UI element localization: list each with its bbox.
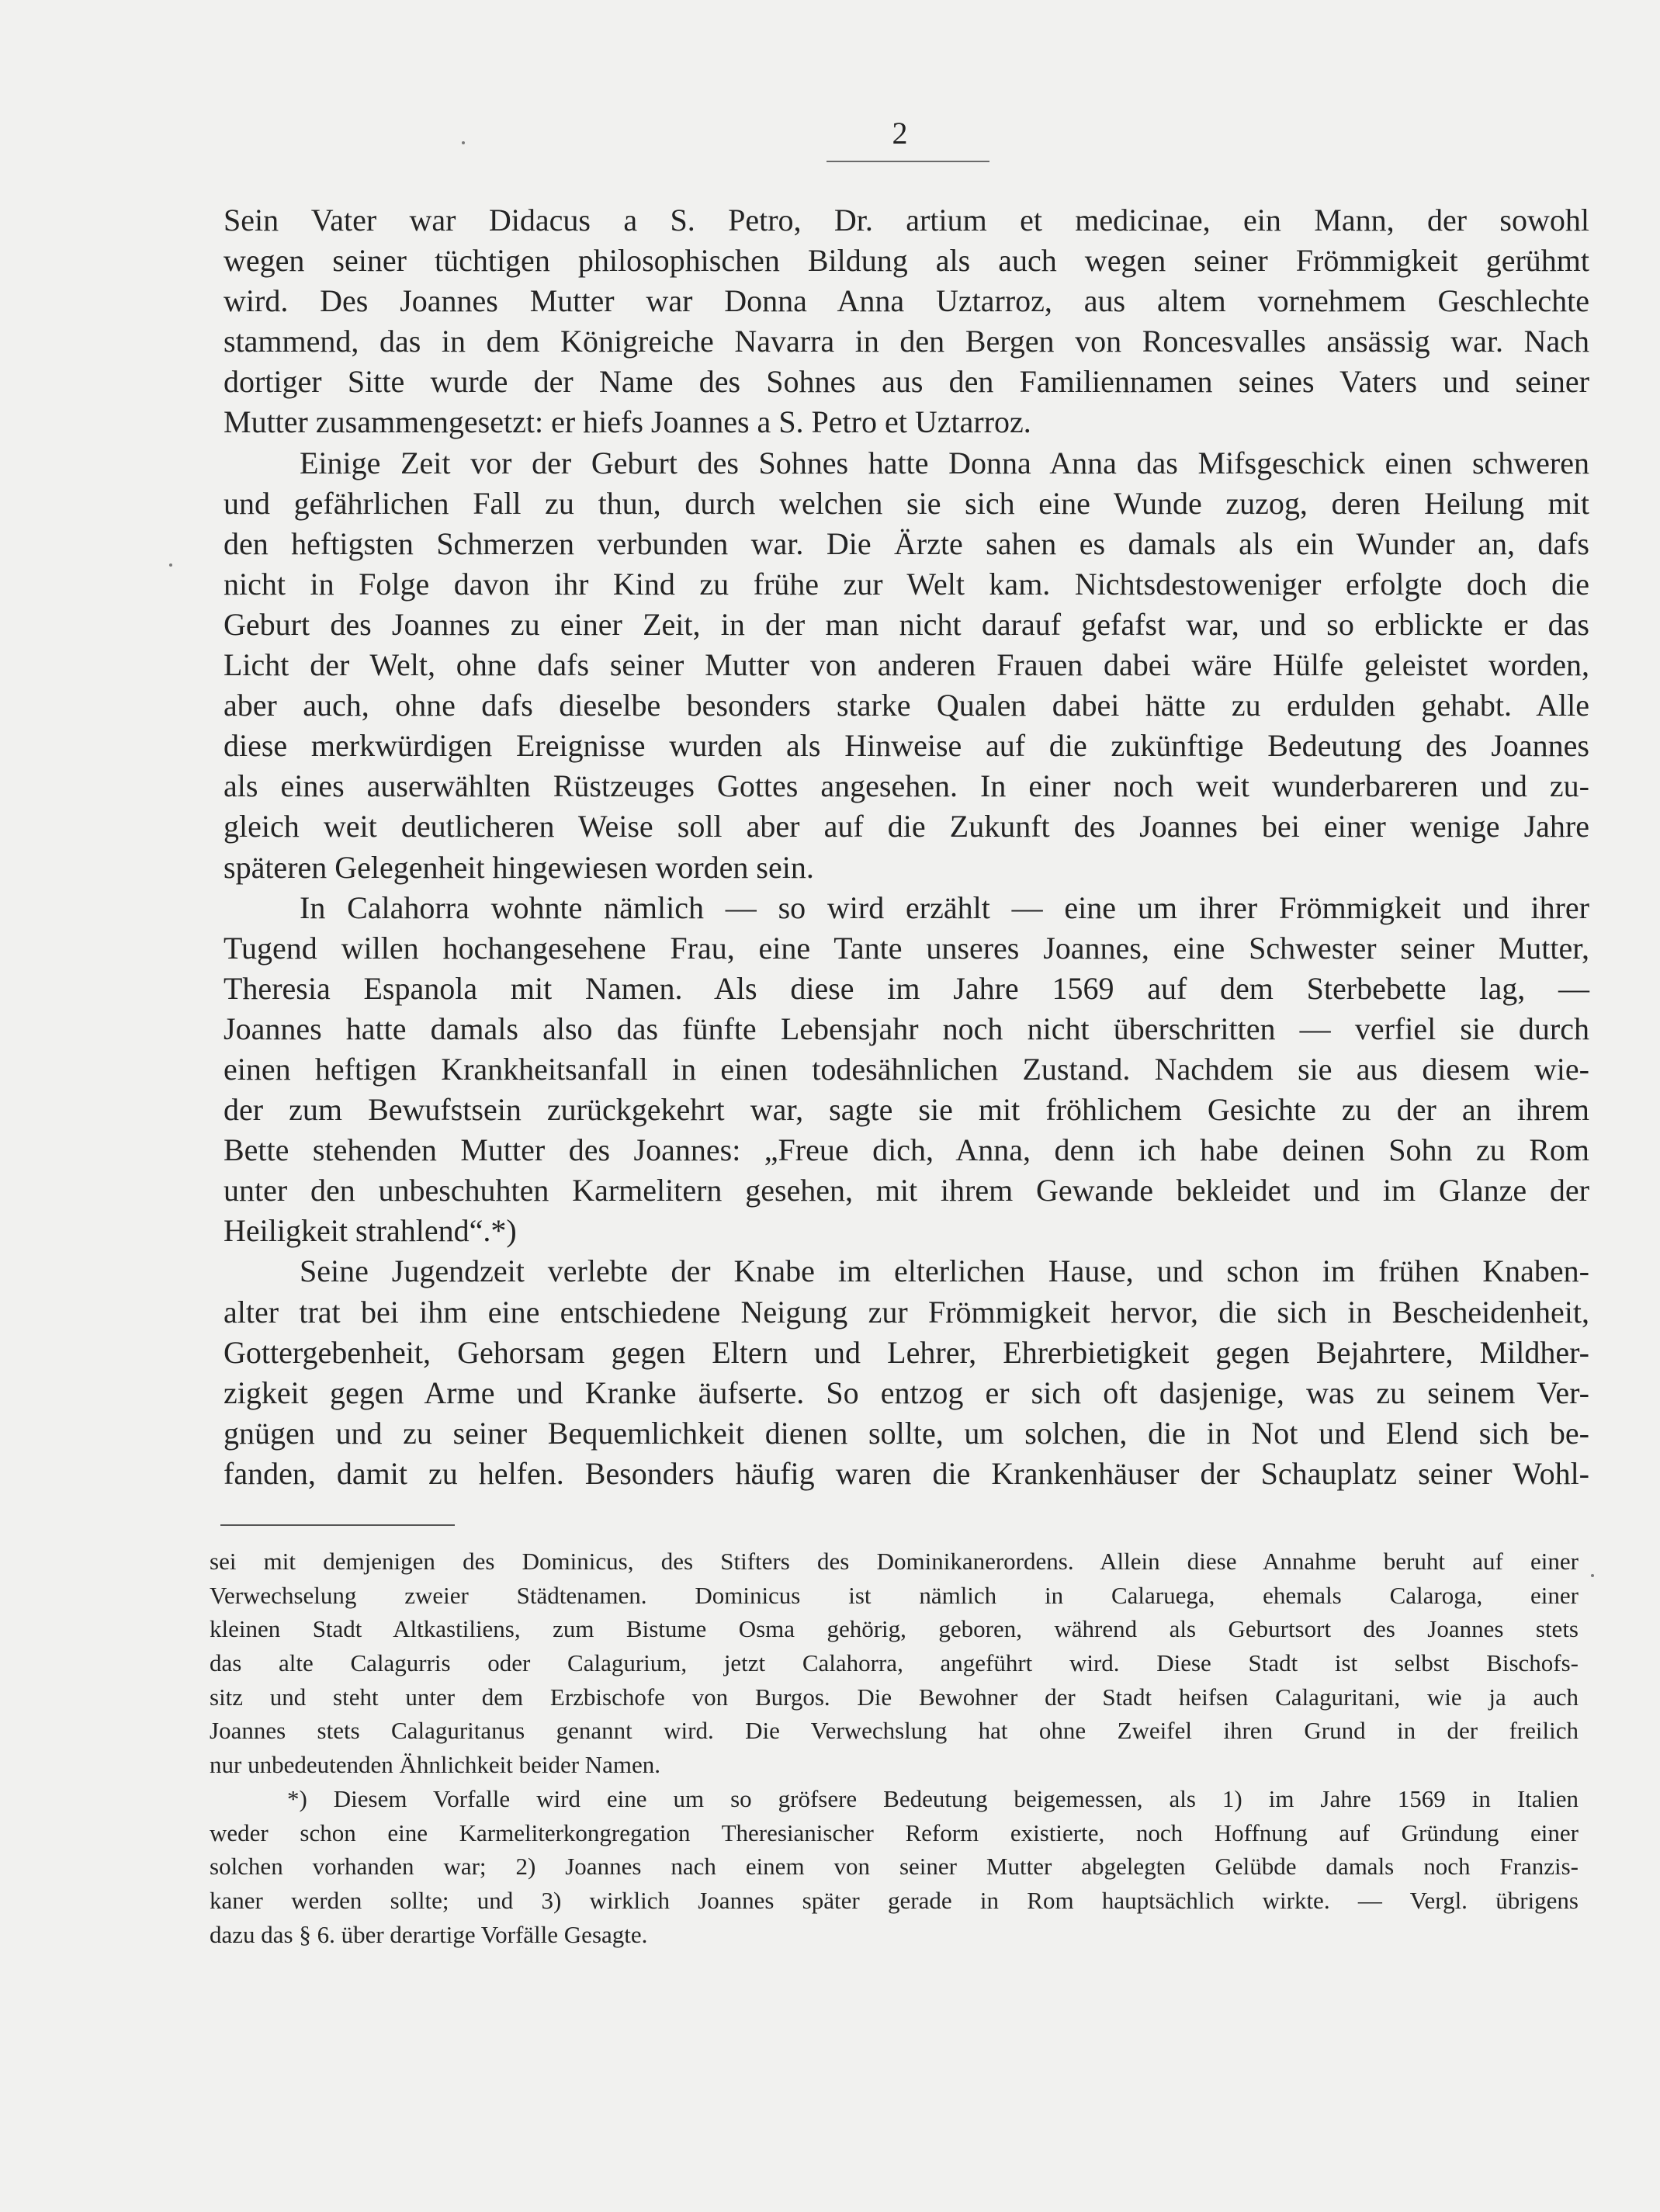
text-line: unter den unbeschuhten Karmelitern gesehen, mit ihrem Gewande bekleidet und im Glanze der xyxy=(224,1173,1589,1208)
footnote-line: kaner werden sollte; und 3) wirklich Joannes später gerade in Rom hauptsächlich wirkte. — Vergl. übrigens xyxy=(210,1886,1579,1914)
footnote-line: kleinen Stadt Altkastiliens, zum Bistume Osma gehörig, geboren, während als Geburtsort des Joannes stets xyxy=(210,1615,1579,1643)
body-text xyxy=(224,200,1589,1494)
text-line: Sein Vater war Didacus a S. Petro, Dr. artium et medicinae, ein Mann, der sowohl xyxy=(224,203,1589,237)
paper-speck xyxy=(462,141,465,144)
text-line: Geburt des Joannes zu einer Zeit, in der man nicht darauf gefafst war, und so erblickte er das xyxy=(224,606,1589,642)
text-line: Einige Zeit vor der Geburt des Sohnes hatte Donna Anna das Mifsgeschick einen schweren xyxy=(300,445,1589,480)
footnote-line: dazu das § 6. über derartige Vorfälle Gesagte. xyxy=(210,1920,648,1948)
text-line: Heiligkeit strahlend“.*) xyxy=(224,1213,517,1249)
text-line: Licht der Welt, ohne dafs seiner Mutter von anderen Frauen dabei wäre Hülfe geleistet worden, xyxy=(224,647,1589,683)
text-line: alter trat bei ihm eine entschiedene Neigung zur Frömmigkeit hervor, die sich in Bescheidenheit, xyxy=(224,1294,1589,1330)
footnotes xyxy=(210,1545,1579,1951)
footnote-line: solchen vorhanden war; 2) Joannes nach einem von seiner Mutter abgelegten Gelübde damals noch Franzis- xyxy=(210,1853,1579,1881)
text-line: gleich weit deutlicheren Weise soll aber auf die Zukunft des Joannes bei einer wenige Jahre xyxy=(224,809,1589,844)
text-line: den heftigsten Schmerzen verbunden war. Die Ärzte sahen es damals als ein Wunder an, dafs xyxy=(224,525,1589,561)
paper-speck xyxy=(1591,1574,1594,1577)
page-number-rule xyxy=(827,161,989,162)
paper-speck xyxy=(169,563,172,567)
footnote-line: weder schon eine Karmeliterkongregation Theresianischer Reform existierte, noch Hoffnung auf Gründung einer xyxy=(210,1818,1579,1846)
text-line: zigkeit gegen Arme und Kranke äufserte. So entzog er sich oft dasjenige, was zu seinem Ver- xyxy=(224,1375,1589,1410)
text-line: Seine Jugendzeit verlebte der Knabe im elterlichen Hause, und schon im frühen Knaben- xyxy=(300,1253,1589,1289)
text-line: nicht in Folge davon ihr Kind zu frühe zur Welt kam. Nichtsdestoweniger erfolgte doch die xyxy=(224,566,1589,602)
footnote-line: nur unbedeutenden Ähnlichkeit beider Namen. xyxy=(210,1751,661,1779)
text-line: späteren Gelegenheit hingewiesen worden sein. xyxy=(224,849,814,885)
page-number: 2 xyxy=(892,116,909,151)
text-line: Joannes hatte damals also das fünfte Lebensjahr noch nicht überschritten — verfiel sie durch xyxy=(224,1011,1589,1046)
text-line: und gefährlichen Fall zu thun, durch welchen sie sich eine Wunde zuzog, deren Heilung mit xyxy=(224,485,1589,521)
footnote-line: sei mit demjenigen des Dominicus, des Stifters des Dominikanerordens. Allein diese Annahme beruht auf einer xyxy=(210,1548,1579,1575)
footnote-line: Joannes stets Calaguritanus genannt wird. Die Verwechslung hat ohne Zweifel ihren Grund in der freilich xyxy=(210,1717,1579,1745)
footnote-line: das alte Calagurris oder Calagurium, jetzt Calahorra, angeführt wird. Diese Stadt ist selbst Bischofs- xyxy=(210,1649,1579,1677)
text-line: Gottergebenheit, Gehorsam gegen Eltern und Lehrer, Ehrerbietigkeit gegen Bejahrtere, Mildher- xyxy=(224,1334,1589,1370)
text-line: diese merkwürdigen Ereignisse wurden als Hinweise auf die zukünftige Bedeutung des Joannes xyxy=(224,728,1589,764)
text-line: als eines auserwählten Rüstzeuges Gottes angesehen. In einer noch weit wunderbareren und zu- xyxy=(224,768,1589,804)
text-line: Mutter zusammengesetzt: er hiefs Joannes a S. Petro et Uztarroz. xyxy=(224,404,1031,440)
footnote-separator xyxy=(220,1524,455,1526)
footnote-line: sitz und steht unter dem Erzbischofe von Burgos. Die Bewohner der Stadt heifsen Calaguritani, wie ja auch xyxy=(210,1683,1579,1711)
text-line: gnügen und zu seiner Bequemlichkeit dienen sollte, um solchen, die in Not und Elend sich be- xyxy=(224,1415,1589,1451)
text-line: In Calahorra wohnte nämlich — so wird erzählt — eine um ihrer Frömmigkeit und ihrer xyxy=(300,889,1589,925)
footnote-line: Verwechselung zweier Städtenamen. Dominicus ist nämlich in Calaruega, ehemals Calaroga, einer xyxy=(210,1581,1579,1609)
text-line: Tugend willen hochangesehene Frau, eine Tante unseres Joannes, eine Schwester seiner Mutter, xyxy=(224,930,1589,966)
text-line: einen heftigen Krankheitsanfall in einen todesähnlichen Zustand. Nachdem sie aus diesem wie- xyxy=(224,1051,1589,1087)
text-line: fanden, damit zu helfen. Besonders häufig waren die Krankenhäuser der Schauplatz seiner Wohl- xyxy=(224,1455,1589,1491)
text-line: wird. Des Joannes Mutter war Donna Anna Uztarroz, aus altem vornehmem Geschlechte xyxy=(224,283,1589,319)
footnote-line: *) Diesem Vorfalle wird eine um so gröfsere Bedeutung beigemessen, als 1) im Jahre 1569 in Italien xyxy=(287,1784,1579,1812)
text-line: Bette stehenden Mutter des Joannes: „Freue dich, Anna, denn ich habe deinen Sohn zu Rom xyxy=(224,1132,1589,1168)
text-line: dortiger Sitte wurde der Name des Sohnes aus den Familiennamen seines Vaters und seiner xyxy=(224,364,1589,400)
text-line: der zum Bewufstsein zurückgekehrt war, sagte sie mit fröhlichem Gesichte zu der an ihrem xyxy=(224,1092,1589,1128)
text-line: wegen seiner tüchtigen philosophischen Bildung als auch wegen seiner Frömmigkeit gerühmt xyxy=(224,243,1589,279)
text-line: Theresia Espanola mit Namen. Als diese im Jahre 1569 auf dem Sterbebette lag, — xyxy=(224,970,1589,1006)
text-line: stammend, das in dem Königreiche Navarra in den Bergen von Roncesvalles ansässig war. Nach xyxy=(224,324,1589,359)
text-line: aber auch, ohne dafs dieselbe besonders starke Qualen dabei hätte zu erdulden gehabt. Alle xyxy=(224,688,1589,723)
